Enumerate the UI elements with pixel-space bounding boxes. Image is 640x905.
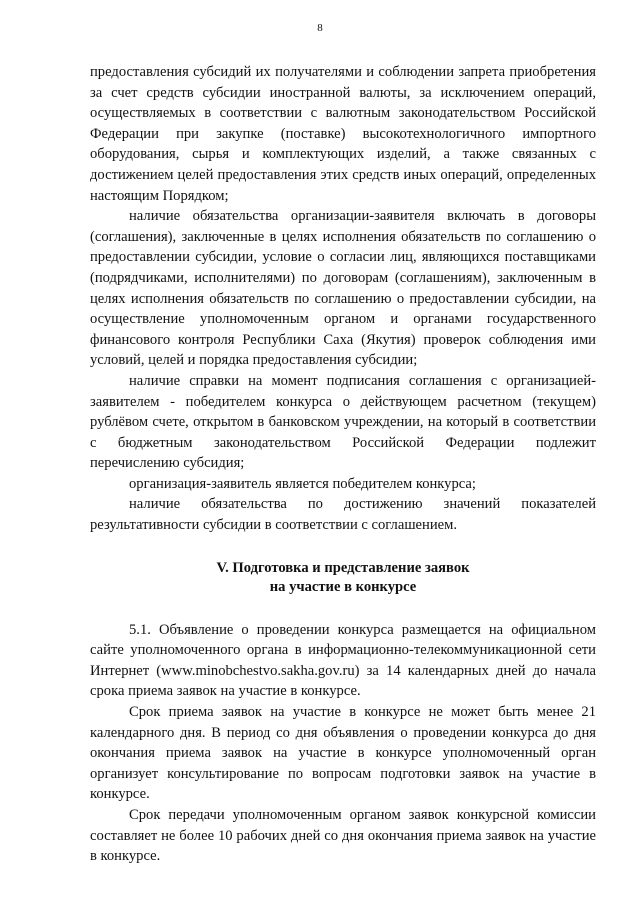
paragraph-contest-winner: организация-заявитель является победителем конкурса; [129, 475, 476, 492]
page-number: 8 [317, 22, 323, 34]
section-heading [90, 559, 596, 597]
paragraph-bank-account: наличие справки на момент подписания соглашения с организацией-заявителем - победителем конкурса о действующем расчетном (текущем) рублёвом счете, открытом в банковском учреждении, на который в соответствии с бюджетным законодательством Российской Федерации подлежит перечислению субсидия; [90, 372, 596, 472]
paragraph-transfer-period: Срок передачи уполномоченным органом заявок конкурсной комиссии составляет не более 10 рабочих дней со дня окончания приема заявок на участие в конкурсе. [90, 807, 596, 865]
paragraph-performance-indicators: наличие обязательства по достижению значений показателей результативности субсидии в соответствии с соглашением. [90, 496, 596, 534]
paragraph-continuation: предоставления субсидий их получателями и соблюдении запрета приобретения за счет средств субсидии иностранной валюты, за исключением операций, осуществляемых в соответствии с валютным законодательством Российской Федерации при закупке (поставке) высокотехнологичного импортного оборудования, сырья и комплектующих изделий, а также связанных с достижением целей предоставления этих средств иных операций, определенных настоящим Порядком; [90, 64, 596, 204]
document-body [90, 62, 596, 867]
paragraph-contract-obligation: наличие обязательства организации-заявителя включать в договоры (соглашения), заключенные в целях исполнения обязательств по соглашению о предоставлении субсидии, условие о согласии лиц, являющихся поставщиками (подрядчиками, исполнителями) по договорам (соглашениям), заключенным в целях исполнения обязательств по соглашению о предоставлении субсидии, на осуществление уполномоченным органом и органами государственного финансового контроля Республики Саха (Якутия) проверок соблюдения ими условий, целей и порядка предоставления субсидии; [90, 208, 596, 369]
paragraph-application-period: Срок приема заявок на участие в конкурсе не может быть менее 21 календарного дня. В период со дня объявления о проведении конкурса до дня окончания приема заявок на участие в конкурсе уполномоченный орган организует консультирование по вопросам подготовки заявок на участие в конкурсе. [90, 704, 596, 803]
section-heading-line-2: на участие в конкурсе [269, 578, 417, 595]
section-heading-line-1: V. Подготовка и представление заявок [216, 559, 470, 576]
paragraph-5-1: 5.1. Объявление о проведении конкурса размещается на официальном сайте уполномоченного органа в информационно-телекоммуникационной сети Интернет (www.minobchestvo.sakha.gov.ru) за 14 календарных дней до начала срока приема заявок на участие в конкурсе. [90, 621, 596, 700]
